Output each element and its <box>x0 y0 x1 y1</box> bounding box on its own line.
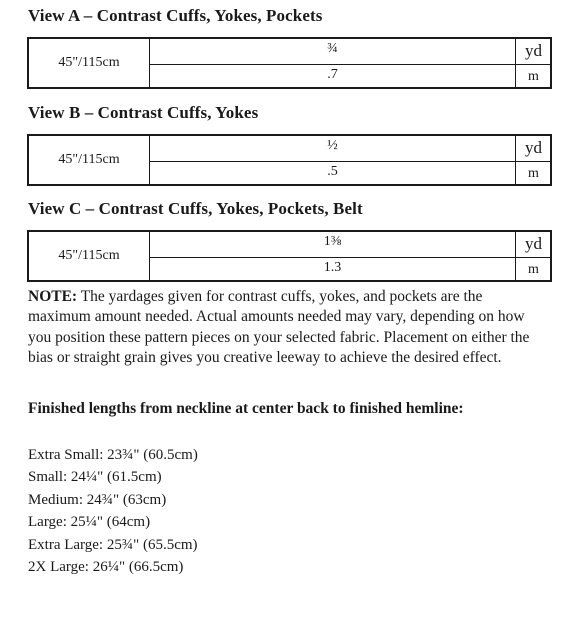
meter-unit-label: m <box>528 262 539 277</box>
view-c-heading: View C – Contrast Cuffs, Yokes, Pockets, Belt <box>28 199 363 218</box>
yard-unit-label: yd <box>525 138 542 157</box>
row-divider <box>150 64 550 65</box>
yardage-value: ¾ <box>327 41 338 56</box>
fabric-width-cell: 45"/115cm <box>29 232 150 280</box>
fabric-width-cell: 45"/115cm <box>29 39 150 87</box>
view-b-yardage-table <box>27 134 552 186</box>
view-a-yardage-table <box>27 37 552 89</box>
view-b-heading: View B – Contrast Cuffs, Yokes <box>28 103 259 122</box>
note-label: NOTE: <box>28 288 78 305</box>
yard-unit-label: yd <box>525 234 542 253</box>
list-item: Extra Large: 25¾" (65.5cm) <box>28 536 198 553</box>
meter-value: .7 <box>327 67 338 82</box>
row-divider <box>150 257 550 258</box>
list-item: Large: 25¼" (64cm) <box>28 514 151 531</box>
list-item: Extra Small: 23¾" (60.5cm) <box>28 447 198 463</box>
finished-lengths-heading: Finished lengths from neckline at center back to finished hemline: <box>28 400 464 417</box>
list-item: 2X Large: 26¼" (66.5cm) <box>28 559 184 576</box>
view-a-heading: View A – Contrast Cuffs, Yokes, Pockets <box>28 6 323 25</box>
fabric-width-cell: 45"/115cm <box>29 136 150 184</box>
yardage-value: 1⅜ <box>323 234 342 249</box>
row-divider <box>150 161 550 162</box>
list-item: Medium: 24¾" (63cm) <box>28 491 167 508</box>
note-paragraph <box>28 287 548 368</box>
finished-lengths-list <box>28 444 198 578</box>
list-item: Small: 24¼" (61.5cm) <box>28 469 162 486</box>
yardage-value: ½ <box>327 138 338 153</box>
view-c-yardage-table <box>27 230 552 282</box>
yard-unit-label: yd <box>525 41 542 60</box>
meter-unit-label: m <box>528 69 539 84</box>
meter-value: 1.3 <box>323 260 342 275</box>
meter-value: .5 <box>327 164 338 179</box>
meter-unit-label: m <box>528 166 539 181</box>
note-text: The yardages given for contrast cuffs, yokes, and pockets are the maximum amount needed. Actual amounts needed may vary, depending on how you position these pattern pieces on your selected fabric. Placement on either the bias or straight grain gives you creative leeway to achieve the desired effect. <box>28 288 530 366</box>
